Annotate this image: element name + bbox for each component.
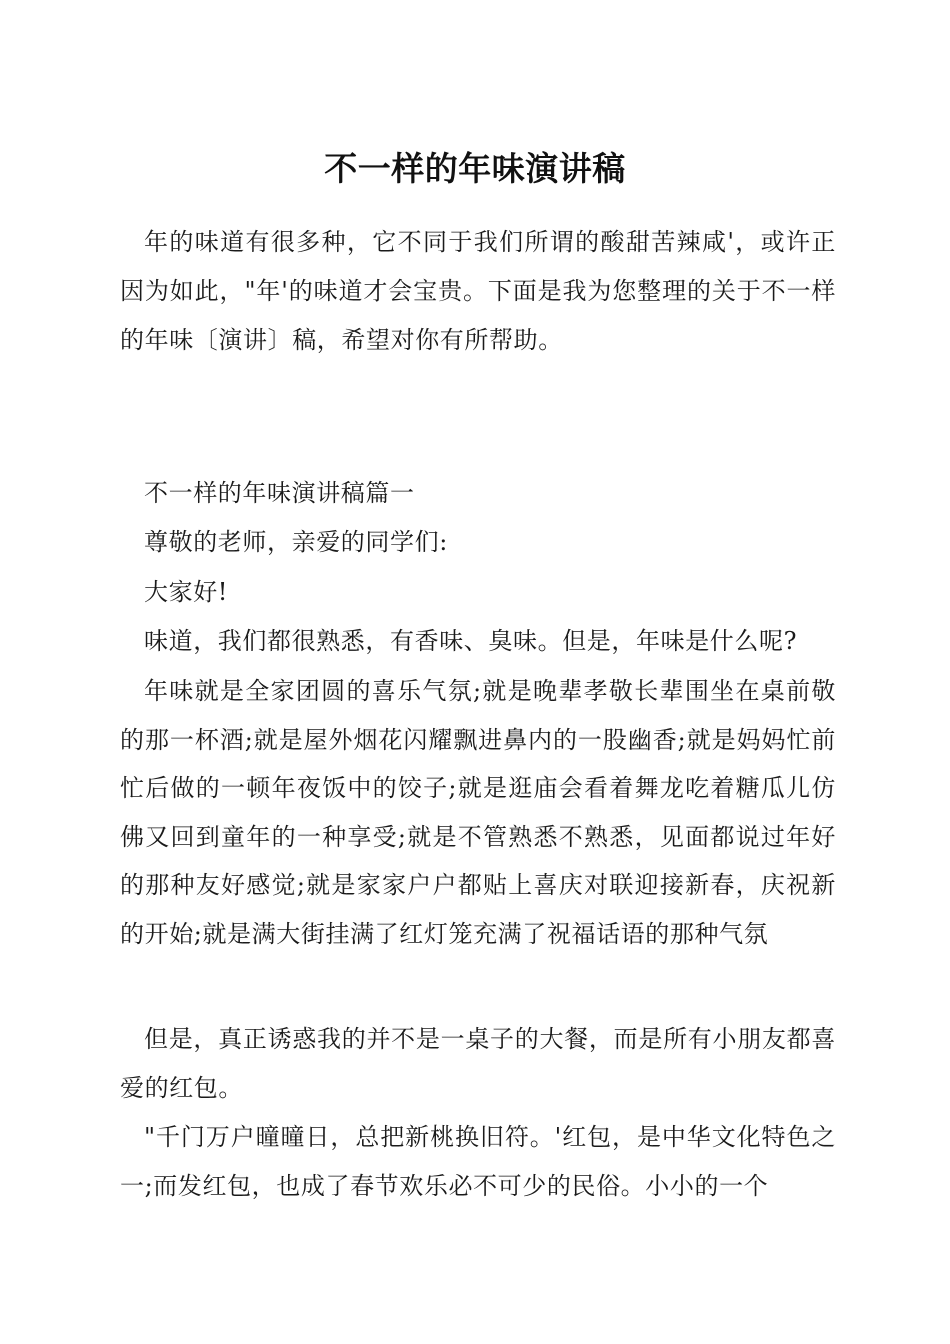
document-title: 不一样的年味演讲稿 xyxy=(324,149,626,188)
body-paragraph-2: 但是，真正诱惑我的并不是一桌子的大餐，而是所有小朋友都喜爱的红包。 xyxy=(120,1025,836,1102)
greeting-line: 尊敬的老师，亲爱的同学们: xyxy=(144,528,448,556)
intro-paragraph: 年的味道有很多种，它不同于我们所谓的酸甜苦辣咸'，或许正因为如此，"年'的味道才会宝贵。下面是我为您整理的关于不一样的年味〔演讲〕稿，希望对你有所帮助。 xyxy=(120,228,836,354)
body-paragraph-3: "千门万户曈曈日，总把新桃换旧符。'红包，是中华文化特色之一;而发红包，也成了春节欢乐必不可少的民俗。小小的一个 xyxy=(120,1123,836,1200)
body-paragraph-1: 年味就是全家团圆的喜乐气氛;就是晚辈孝敬长辈围坐在桌前敬的那一杯酒;就是屋外烟花闪耀飘进鼻内的一股幽香;就是妈妈忙前忙后做的一顿年夜饭中的饺子;就是逛庙会看着舞龙吃着糖瓜儿仿佛又回到童年的一种享受;就是不管熟悉不熟悉，见面都说过年好的那种友好感觉;就是家家户户都贴上喜庆对联迎接新春，庆祝新的开始;就是满大街挂满了红灯笼充满了祝福话语的那种气氛 xyxy=(120,677,836,948)
hello-line: 大家好! xyxy=(144,578,229,606)
section-heading: 不一样的年味演讲稿篇一 xyxy=(144,479,415,507)
question-paragraph: 味道，我们都很熟悉，有香味、臭味。但是，年味是什么呢? xyxy=(144,627,798,655)
